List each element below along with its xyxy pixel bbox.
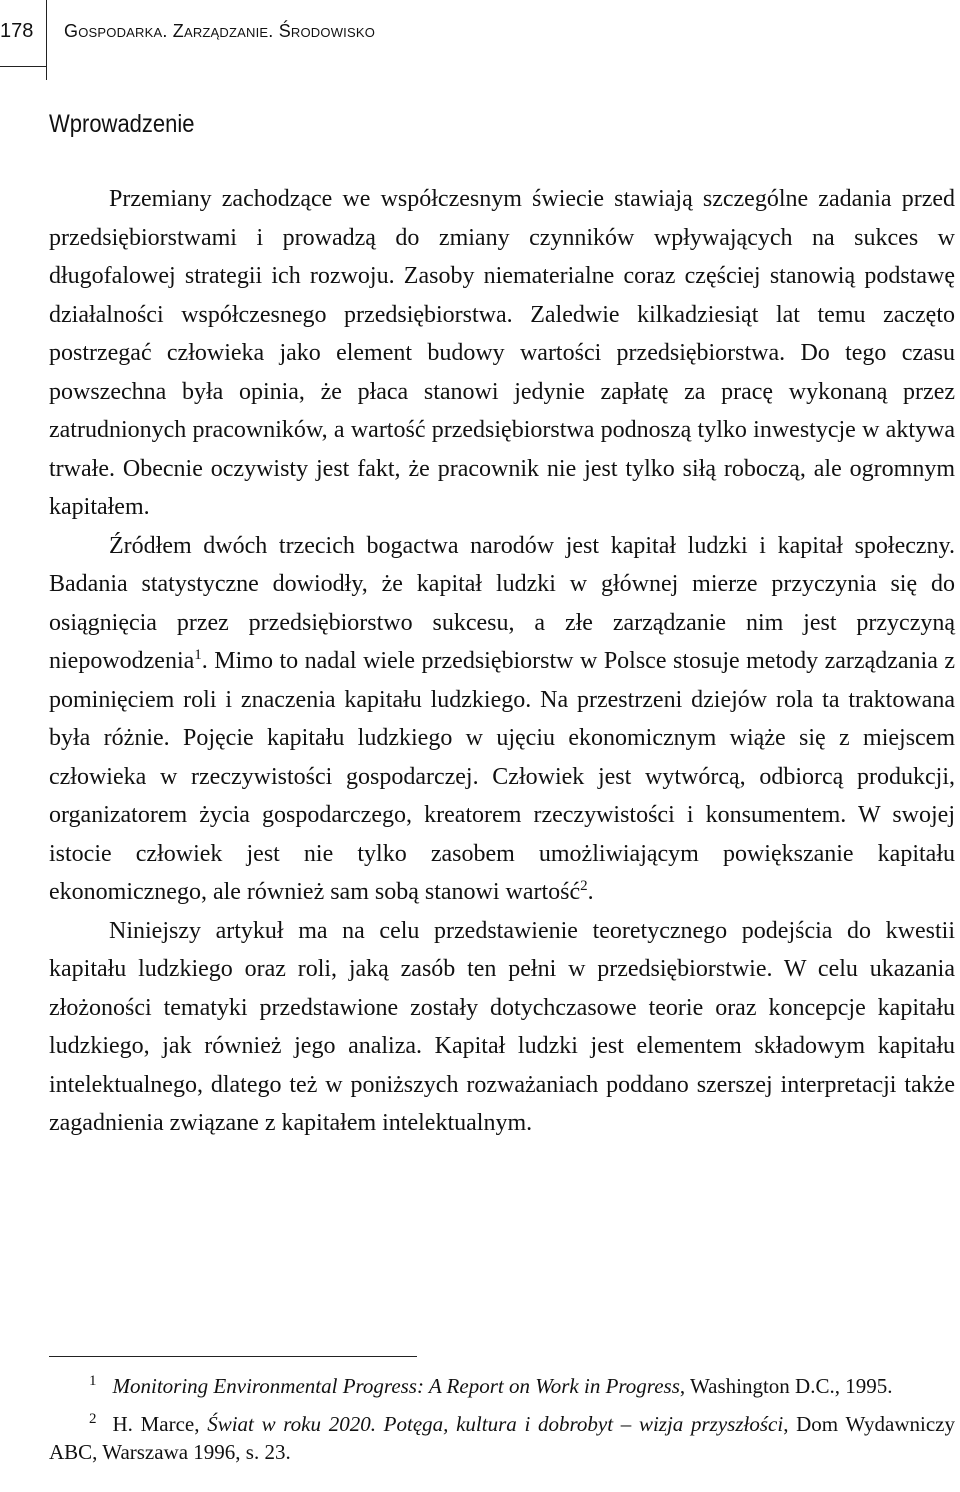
header-horizontal-rule [0,66,46,67]
paragraph-2: Źródłem dwóch trzecich bogactwa narodów jest kapitał ludzki i kapitał społeczny. Badania statystyczne dowiodły, że kapitał ludzki w głównej mierze przyczynia się do osiągnięcia przez przedsiębiorstwo sukcesu, a złe zarządzanie nim jest przyczyną niepowodzenia$^1$. Mimo to nadal wiele przedsiębiorstw w Polsce stosuje metody zarządzania z pominięciem roli i znaczenia kapitału ludzkiego. Na przestrzeni dziejów rola ta traktowana była różnie. Pojęcie kapitału ludzkiego w ujęciu ekonomicznym wiąże się z miejscem człowieka w rzeczywistości gospodarczej. Człowiek jest wytwórcą, odbiorcą produkcji, organizatorem życia gospodarczego, kreatorem rzeczywistości i konsumentem. W swojej istocie człowiek jest nie tylko zasobem umożliwiającym powiększanie kapitału ekonomicznego, ale również sam sobą stanowi wartość$^2$. [49,532,955,905]
page-header [0,0,960,80]
footnote-2-title: Świat w roku 2020. Potęga, kultura i dobrobyt – wizja przyszłości [207,1412,784,1436]
footnote-ref-2[interactable]: 2 [580,878,588,894]
running-title: Gospodarka. Zarządzanie. Środowisko [64,21,376,41]
page-number: 178 [0,20,34,42]
footnote-ref-1[interactable]: 1 [194,647,202,663]
footnote-2: $^2$ H. Marce, Świat w roku 2020. Potęga, kultura i dobrobyt – wizja przyszłości, Dom Wydawniczy ABC, Warszawa 1996, s. 23. [49,1411,955,1464]
body-text [49,180,955,1143]
header-vertical-rule [46,0,47,80]
paragraph-3: Niniejszy artykuł ma na celu przedstawienie teoretycznego podejścia do kwestii kapitału ludzkiego oraz roli, jaką zasób ten pełni w przedsiębiorstwie. W celu ukazania złożoności tematyki przedstawione zostały dotychczasowe teorie oraz koncepcje kapitału ludzkiego, jak również jego analiza. Kapitał ludzki jest elementem składowym kapitału intelektualnego, dlatego też w poniższych rozważaniach poddano szerszej interpretacji także zagadnienia związane z kapitałem intelektualnym. [49,917,955,1136]
footnotes [49,1372,955,1476]
footnote-separator [49,1356,417,1357]
section-title: Wprowadzenie [49,110,195,138]
footnote-1-title: Monitoring Environmental Progress: A Report on Work in Progress [112,1374,680,1398]
paragraph-1: Przemiany zachodzące we współczesnym świecie stawiają szczególne zadania przed przedsiębiorstwami i prowadzą do zmiany czynników wpływających na sukces w długofalowej strategii ich rozwoju. Zasoby niematerialne coraz częściej stanowią podstawę działalności współczesnego przedsiębiorstwa. Zaledwie kilkadziesiąt lat temu zaczęto postrzegać człowieka jako element budowy wartości przedsiębiorstwa. Do tego czasu powszechna była opinia, że płaca stanowi jedynie zapłatę za pracę wykonaną przez zatrudnionych pracowników, a wartość przedsiębiorstwa podnoszą tylko inwestycje w aktywa trwałe. Obecnie oczywisty jest fakt, że pracownik nie jest tylko siłą roboczą, ale ogromnym kapitałem. [49,186,955,520]
footnote-1: $^1$ Monitoring Environmental Progress: A Report on Work in Progress, Washington D.C., 1995. [89,1373,893,1398]
